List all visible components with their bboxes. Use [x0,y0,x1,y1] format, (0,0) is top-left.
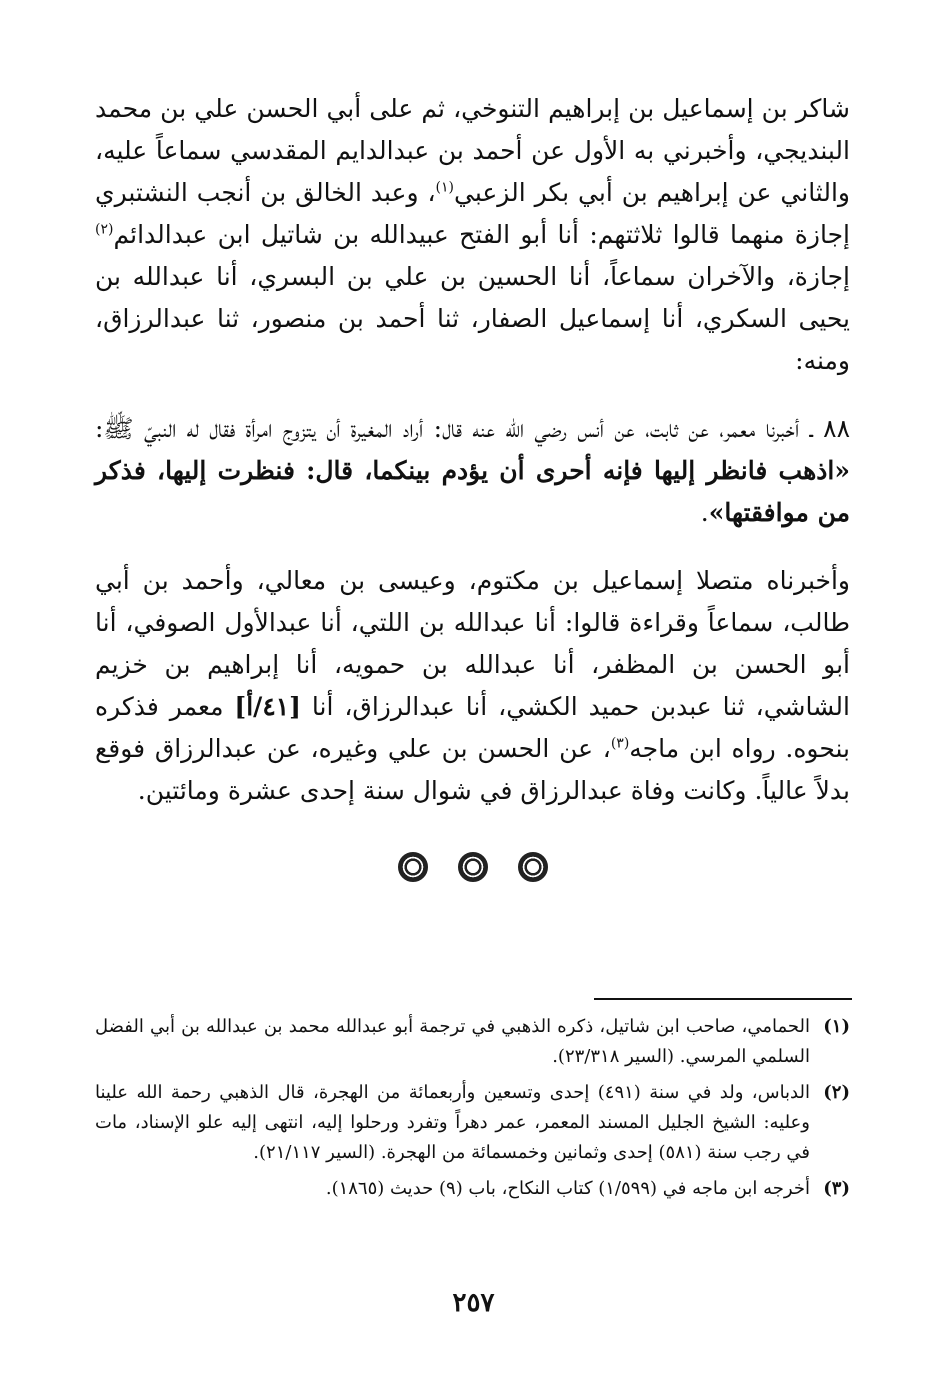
section-divider [95,852,850,882]
paragraph-2 [95,408,850,534]
paragraph-3-text-b: معمر فذكره بنحوه. رواه ابن ماجه [95,692,850,763]
ornament-icon [398,852,428,882]
ornament-icon [458,852,488,882]
footnote-ref-3[interactable]: (٣) [610,735,630,752]
footnote-ref-2[interactable]: (٢) [95,221,114,238]
paragraph-3-text-c: ، عن الحسن بن علي وغيره، عن عبدالرزاق فوقع بدلاً عالياً. وكانت وفاة عبدالرزاق في شوال سنة إحدى عشرة ومائتين. [95,734,850,805]
paragraph-3-text-a: وأخبرناه متصلا إسماعيل بن مكتوم، وعيسى بن معالي، وأحمد بن أبي طالب، سماعاً وقراءة قالوا: أنا عبدالله بن اللتي، أنا عبدالأول الصوفي، أنا أبو الحسن بن المظفر، أنا عبدالله بن حمويه، أنا إبراهيم بن خزيم الشاشي، ثنا عبدبن حميد الكشي، أنا عبدالرزاق، أنا [95,566,850,721]
ornament-icon [518,852,548,882]
footnote-3-number: (٣) [823,1178,850,1199]
paragraph-1-text-b: ، وعبد الخالق بن أنجب النشتبري إجازة منهما قالوا ثلاثتهم: أنا أبو الفتح عبيدالله بن شاتيل ابن عبدالدائم [95,178,850,249]
paragraph-3 [95,560,850,812]
paragraph-1-text-c: إجازة، والآخران سماعاً، أنا الحسين بن علي بن البسري، أنا عبدالله بن يحيى السكري، أنا إسماعيل الصفار، ثنا أحمد بن منصور، ثنا عبدالرزاق، ومنه: [95,262,850,375]
footnote-2-text: الدباس، ولد في سنة (٤٩١) إحدى وتسعين وأربعمائة من الهجرة، قال الذهبي رحمة الله علينا وعليه: الشيخ الجليل المسند المعمر، عمر دهراً وتفرد ورحلوا إليه، انتهى إليه علو الإسناد، مات في رجب سنة (٥٨١) إحدى وثمانين وخمسمائة من الهجرة. (السير ٢١/١١٧). [95,1082,810,1163]
footnote-ref-1[interactable]: (١) [435,179,454,196]
footnote-3-text: أخرجه ابن ماجه في (١/٥٩٩) كتاب النكاح، باب (٩) حديث (١٨٦٥). [325,1178,810,1199]
paragraph-2-text-b: . [700,498,709,527]
paragraph-2-text-a: ٨٨ ـ أخبرنا معمر، عن ثابت، عن أنس رضي الله عنه قال: أراد المغيرة أن يتزوج امرأة فقال له النبيّ ﷺ: [95,414,850,443]
footnote-3 [95,1174,850,1204]
footnote-rule [594,998,852,1000]
paragraph-1-text-a: شاكر بن إسماعيل بن إبراهيم التنوخي، ثم على أبي الحسن علي بن محمد البنديجي، وأخبرني به الأول عن أحمد بن عبدالدايم المقدسي سماعاً عليه، والثاني عن إبراهيم بن أبي بكر الزعبي [95,94,850,207]
footnote-1-number: (١) [823,1016,850,1037]
paragraph-1 [95,88,850,382]
footnote-2-number: (٢) [823,1082,850,1103]
page-number: ٢٥٧ [452,1288,495,1318]
hadith-quote: «اذهب فانظر إليها فإنه أحرى أن يؤدم بينكما، قال: فنظرت إليها، فذكر من موافقتها» [95,456,850,527]
footnote-2 [95,1078,850,1168]
main-text [95,88,850,882]
footnote-1-text: الحمامي، صاحب ابن شاتيل، ذكره الذهبي في ترجمة أبو عبدالله محمد بن عبدالله بن أبي الفضل السلمي المرسي. (السير ٢٣/٣١٨). [95,1016,810,1067]
footnotes [95,1012,850,1210]
footnote-1 [95,1012,850,1072]
manuscript-folio-marker: [٤١/أ] [234,692,302,721]
